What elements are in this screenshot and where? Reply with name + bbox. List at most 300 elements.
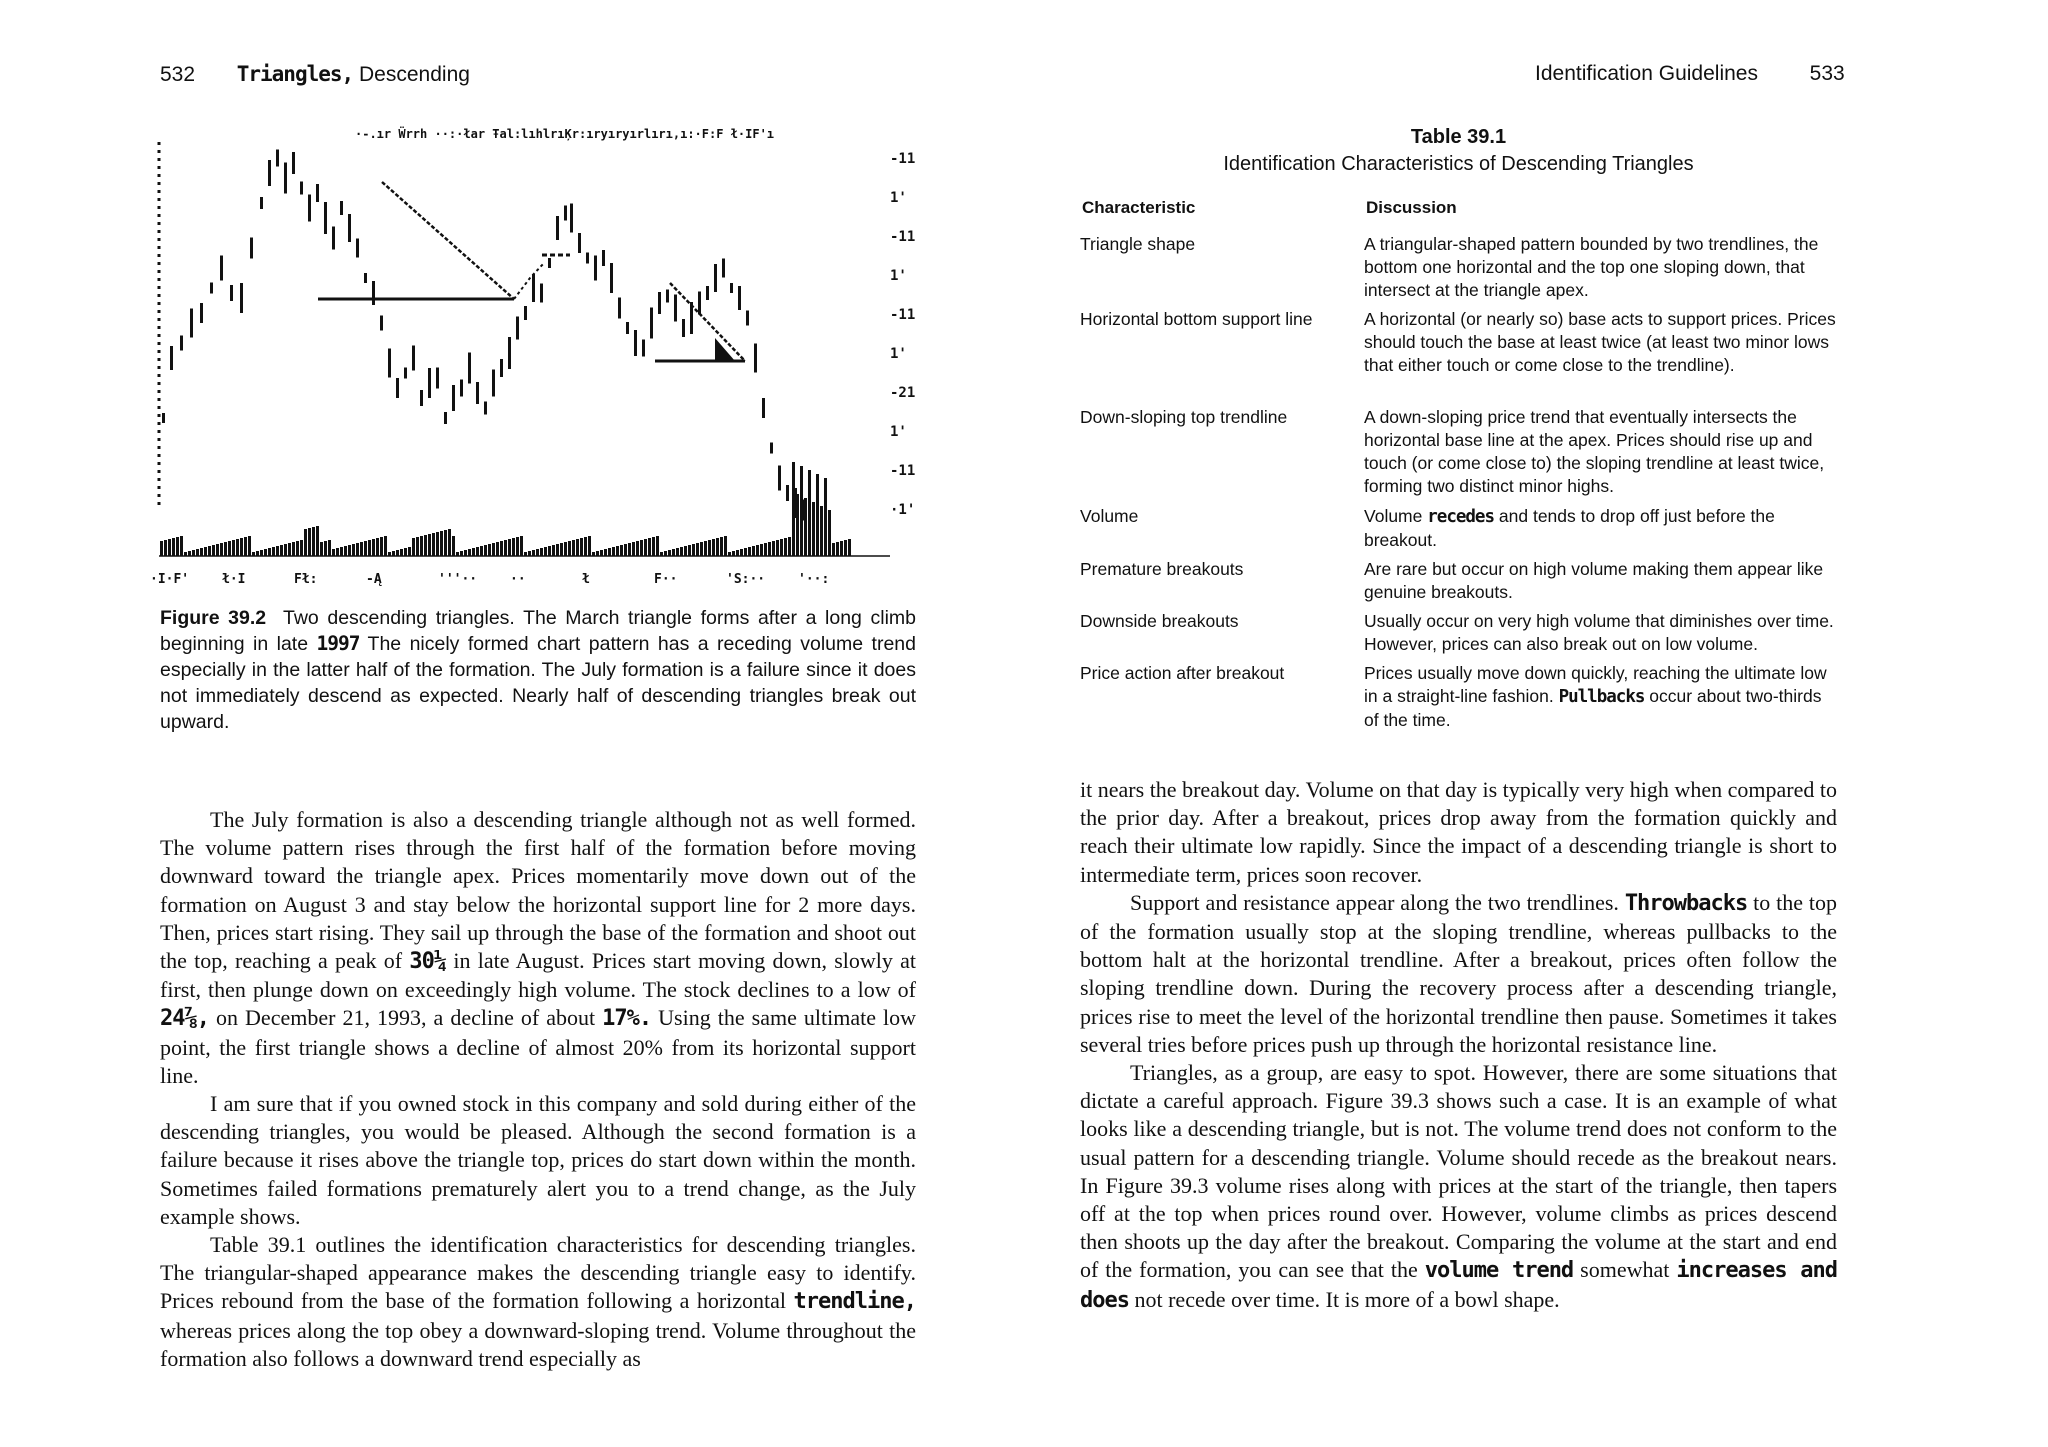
volume-bar [572, 540, 575, 556]
volume-bar [212, 545, 215, 556]
volume-bar [712, 539, 715, 556]
volume-bar [628, 543, 631, 556]
price-bar [602, 250, 605, 266]
price-bar [380, 316, 383, 331]
price-bar [250, 238, 253, 259]
price-bar [190, 309, 193, 338]
volume-bar [436, 532, 439, 556]
volume-bar [724, 536, 727, 556]
row-discussion: A down-sloping price trend that eventually intersects the horizontal base line at the apex. Prices should rise up and touch (or come close to) the sloping trendline at least twice, forming two distinct minor highs. [1364, 407, 1825, 496]
volume-bar [224, 542, 227, 556]
volume-bar [740, 549, 743, 556]
volume-bar [720, 537, 723, 556]
volume-bar [692, 544, 695, 556]
volume-bar [216, 544, 219, 556]
price-bar [340, 201, 343, 215]
volume-bar [844, 540, 847, 556]
left-page-number: 532 [160, 63, 196, 86]
price-bar [610, 263, 613, 293]
volume-bar [488, 544, 491, 556]
volume-bar [388, 552, 391, 556]
volume-bar [240, 538, 243, 556]
price-bar [722, 259, 725, 278]
garbled-peak-price: 30¼ [409, 949, 447, 975]
figure-caption [160, 605, 916, 735]
left-header-garbled-word: Triangles, [236, 62, 354, 86]
volume-bar [728, 552, 731, 556]
volume-bar [176, 537, 179, 556]
volume-bar [696, 543, 699, 556]
volume-bar [760, 544, 763, 556]
price-bar [324, 202, 327, 234]
row-characteristic: Downside breakouts [1080, 611, 1239, 631]
volume-bar [732, 551, 735, 556]
price-bar [650, 308, 653, 339]
right-body-text [1080, 776, 1837, 1315]
right-paragraph-2: Support and resistance appear along the two trendlines. Throwbacks to the top of the formation usually stop at the sloping trendline, whereas pullbacks to the bottom halt at the horizontal trendline. After a breakout, prices often follow the sloping trendline down. During the recovery process after a descending triangle, prices rise to meet the level of the horizontal trendline then pause. Sometimes it takes several tries before prices push up through the horizontal resistance line. [1080, 889, 1837, 1057]
volume-bar [372, 539, 375, 556]
volume-bar [456, 552, 459, 556]
price-bar [180, 336, 183, 351]
price-bar [476, 382, 479, 404]
volume-bar [744, 548, 747, 556]
volume-bar [164, 540, 167, 556]
volume-bar [736, 550, 739, 556]
right-paragraph-1: it nears the breakout day. Volume on that day is typically very high when compared to the prior day. After a breakout, prices drop away from the formation quickly and reach their ultimate low rapidly. Since the impact of a descending triangle is short to intermediate term, prices soon recover. [1080, 777, 1837, 887]
volume-bar [816, 474, 819, 556]
garbled-trendline-word: trendline, [793, 1289, 916, 1315]
volume-bar [432, 533, 435, 556]
x-tick-label: -Ą [366, 572, 382, 587]
price-series [162, 150, 805, 521]
table-col2-header: Discussion [1366, 198, 1457, 217]
price-bar [268, 160, 271, 186]
volume-bar [508, 539, 511, 556]
price-bar [170, 346, 173, 370]
volume-bar [504, 540, 507, 556]
price-bar [618, 298, 621, 319]
price-bar [578, 233, 581, 253]
volume-bar [168, 539, 171, 556]
volume-bar [796, 494, 799, 556]
volume-bar [312, 527, 315, 556]
price-bar [714, 264, 717, 292]
volume-bar [460, 551, 463, 556]
x-tick-label: Fł: [294, 572, 318, 587]
volume-bar [428, 534, 431, 556]
price-bar [460, 380, 463, 397]
left-header-title: Descending [359, 63, 470, 86]
price-bar [356, 239, 359, 258]
volume-bar [300, 540, 303, 556]
volume-bar [548, 546, 551, 556]
left-paragraph-3: Table 39.1 outlines the identification characteristics for descending triangles. The triangular-shaped appearance makes the descending triangle easy to identify. Prices rebound from the base of the formation following a horizontal trendline, whereas prices along the top obey a downward-sloping trend. Volume throughout the formation also follows a downward trend especially as [160, 1232, 916, 1371]
volume-bar [440, 531, 443, 556]
volume-bar [472, 548, 475, 556]
volume-bar [612, 547, 615, 556]
price-bar [162, 413, 165, 423]
volume-bar [496, 542, 499, 556]
row-discussion: Volume recedes and tends to drop off just before the breakout. [1364, 506, 1775, 550]
volume-bar [220, 543, 223, 556]
volume-bar [836, 542, 839, 556]
table-col1-header: Characteristic [1082, 198, 1196, 217]
price-bar [730, 283, 733, 293]
price-bar [220, 256, 223, 281]
volume-bar [588, 536, 591, 556]
volume-bar [228, 541, 231, 556]
y-tick-label: -21 [890, 385, 916, 401]
volume-bar [808, 470, 811, 556]
volume-bar [480, 546, 483, 556]
volume-bar [800, 466, 803, 556]
volume-bar [468, 549, 471, 556]
row-characteristic: Triangle shape [1080, 234, 1196, 254]
right-page-header [1535, 62, 1845, 86]
volume-bar [416, 537, 419, 556]
volume-bar [280, 545, 283, 556]
volume-bar [364, 541, 367, 556]
row-characteristic: Premature breakouts [1080, 559, 1244, 579]
volume-bar [332, 549, 335, 556]
garbled-decline-pct: 17%. [602, 1006, 652, 1032]
volume-bar [276, 546, 279, 556]
y-tick-label: 1' [890, 190, 907, 206]
volume-bar [748, 547, 751, 556]
x-tick-label: ł·I [222, 572, 246, 587]
volume-bar [256, 551, 259, 556]
volume-bar [544, 547, 547, 556]
price-bar [524, 306, 527, 320]
volume-bar [792, 462, 795, 556]
x-axis-tick-labels [150, 572, 829, 587]
volume-bar [700, 542, 703, 556]
volume-bar [524, 552, 527, 556]
volume-bar [604, 549, 607, 556]
x-tick-label: 'S:·· [726, 572, 766, 587]
price-bar [210, 283, 213, 294]
price-bar [674, 295, 677, 322]
volume-bar [272, 547, 275, 556]
volume-bar [268, 548, 271, 556]
y-tick-label: 1' [890, 346, 907, 362]
price-bar [626, 322, 629, 334]
y-tick-label: 1' [890, 268, 907, 284]
price-bar [642, 340, 645, 357]
volume-bar [840, 541, 843, 556]
volume-bar [812, 502, 815, 556]
y-axis-tick-labels [890, 151, 915, 518]
row-characteristic: Volume [1080, 506, 1139, 526]
volume-bar [620, 545, 623, 556]
volume-bar [752, 546, 755, 556]
price-bar [292, 152, 295, 174]
volume-bar [768, 542, 771, 556]
price-bar [308, 195, 311, 222]
row-characteristic: Price action after breakout [1080, 663, 1285, 683]
volume-bar [704, 541, 707, 556]
left-page-header [160, 62, 470, 87]
price-bar [240, 283, 243, 313]
figure-39-2-chart [150, 118, 930, 588]
volume-bar [284, 544, 287, 556]
volume-bar [632, 542, 635, 556]
x-tick-label: ·· [510, 572, 526, 587]
x-tick-label: ·I·F' [150, 572, 190, 587]
volume-bar [532, 550, 535, 556]
x-tick-label: ł [582, 572, 590, 587]
volume-bar [552, 545, 555, 556]
volume-bar [536, 549, 539, 556]
garbled-pullbacks-word: Pullbacks [1558, 687, 1645, 707]
price-bar [762, 398, 765, 418]
y-tick-label: -11 [890, 229, 916, 245]
volume-bar [420, 536, 423, 556]
volume-bar [820, 506, 823, 556]
volume-series [160, 462, 851, 556]
volume-bar [772, 541, 775, 556]
volume-bar [320, 542, 323, 556]
price-bar [396, 378, 399, 398]
volume-bar [512, 538, 515, 556]
volume-bar [476, 547, 479, 556]
volume-bar [340, 547, 343, 556]
volume-bar [804, 498, 807, 556]
volume-bar [184, 552, 187, 556]
volume-bar [360, 542, 363, 556]
volume-bar [232, 540, 235, 556]
volume-bar [668, 550, 671, 556]
price-bar [452, 385, 455, 411]
chart-top-label: ·-.ır Ẅrrh ··:·łar Ŧal:lıhlrıĶr:ıryıryırlırı,ı:·F:F ł·IF'ı [355, 127, 775, 141]
volume-bar [392, 551, 395, 556]
price-bar [492, 370, 495, 397]
volume-bar [484, 545, 487, 556]
y-tick-label: -11 [890, 463, 916, 479]
right-page-number: 533 [1809, 62, 1845, 85]
caption-garbled-year: 1997 [316, 632, 360, 655]
volume-bar [308, 528, 311, 556]
price-bar [444, 412, 447, 424]
row-discussion: Prices usually move down quickly, reaching the ultimate low in a straight-line fashion. Pullbacks occur about two-thirds of the time. [1364, 663, 1827, 730]
volume-bar [452, 536, 455, 556]
volume-bar [776, 540, 779, 556]
volume-bar [160, 541, 163, 556]
volume-bar [400, 549, 403, 556]
volume-bar [756, 545, 759, 556]
volume-bar [196, 549, 199, 556]
volume-bar [684, 546, 687, 556]
left-paragraph-1: The July formation is also a descending triangle although not as well formed. The volume pattern rises through the first half of the formation before moving downward toward the triangle apex. Prices momentarily move down out of the formation on August 3 and stay below the horizontal support line for 2 more days. Then, prices start rising. They sail up through the base of the formation and shoot out the top, reaching a peak of 30¼ in late August. Prices start moving down, slowly at first, then plunge down on exceedingly high volume. The stock declines to a low of 24⅞, on December 21, 1993, a decline of about 17%. Using the same ultimate low point, the first triangle shows a decline of almost 20% from its horizontal support line. [160, 807, 917, 1088]
y-tick-label: -11 [890, 307, 916, 323]
price-bar [570, 204, 573, 233]
price-bar [332, 227, 335, 250]
volume-bar [208, 546, 211, 556]
price-bar [348, 214, 351, 242]
volume-bar [444, 530, 447, 556]
row-characteristic: Down-sloping top trendline [1080, 407, 1288, 427]
volume-bar [828, 510, 831, 556]
price-bar [540, 284, 543, 303]
volume-bar [356, 543, 359, 556]
volume-bar [780, 539, 783, 556]
right-paragraph-3: Triangles, as a group, are easy to spot. However, there are some situations that dictate a careful approach. Figure 39.3 shows such a case. It is an example of what looks like a descending triangle, but is not. The volume trend does not conform to the usual pattern for a descending triangle. Volume should recede as the breakout nears. In Figure 39.3 volume rises along with prices at the start of the triangle, then tapers off at the top when prices round over. However, volume climbs as prices descend then shoots up the day after the breakout. Comparing the volume at the start and end of the formation, you can see that the volume trend somewhat increases and does not recede over time. It is more of a bowl shape. [1080, 1060, 1838, 1313]
volume-bar [292, 542, 295, 556]
figure-label: Figure 39.2 [160, 607, 267, 629]
volume-bar [540, 548, 543, 556]
volume-bar [716, 538, 719, 556]
price-bar [738, 286, 741, 310]
volume-bar [380, 537, 383, 556]
left-body-text [160, 806, 916, 1373]
volume-bar [764, 543, 767, 556]
caption-text-1: Two descending triangles. The March triangle forms after a long climb beginning in late [160, 607, 916, 655]
price-bar [300, 182, 303, 195]
volume-bar [412, 538, 415, 556]
volume-bar [344, 546, 347, 556]
volume-bar [824, 478, 827, 556]
price-bar [372, 281, 375, 305]
garbled-low-price: 24⅞, [160, 1006, 209, 1032]
price-bar [786, 485, 789, 501]
volume-bar [516, 537, 519, 556]
volume-bar [260, 550, 263, 556]
price-bar [634, 330, 637, 356]
volume-bar [708, 540, 711, 556]
volume-bar [244, 537, 247, 556]
row-discussion: Are rare but occur on high volume making them appear like genuine breakouts. [1364, 559, 1824, 602]
price-bar [428, 368, 431, 398]
garbled-recedes-word: recedes [1427, 507, 1495, 527]
price-bar [658, 292, 661, 314]
price-bar [388, 349, 391, 378]
price-bar [284, 163, 287, 194]
row-characteristic: Horizontal bottom support line [1080, 309, 1313, 329]
volume-bar [500, 541, 503, 556]
price-bar [586, 253, 589, 264]
right-header-title: Identification Guidelines [1535, 62, 1758, 85]
garbled-volume-trend: volume trend [1424, 1258, 1574, 1284]
price-bar [230, 285, 233, 301]
price-bar [484, 402, 487, 415]
price-bar [436, 368, 439, 389]
caption-text-2: The nicely formed chart pattern has a receding volume trend especially in the latter half of the formation. The July formation is a failure since it does not immediately descend as expected. Nearly half of descending triangles break out upward. [160, 633, 916, 733]
volume-bar [172, 538, 175, 556]
volume-bar [200, 548, 203, 556]
volume-bar [596, 551, 599, 556]
volume-bar [396, 550, 399, 556]
price-bar [516, 317, 519, 340]
volume-bar [784, 538, 787, 556]
price-bar [316, 184, 319, 202]
volume-bar [264, 549, 267, 556]
price-bar [556, 216, 559, 240]
volume-bar [520, 536, 523, 556]
volume-bar [252, 552, 255, 556]
price-bar [260, 197, 263, 209]
y-tick-label: ·1' [890, 502, 916, 518]
volume-bar [676, 548, 679, 556]
volume-bar [564, 542, 567, 556]
price-bar [364, 273, 367, 283]
volume-bar [580, 538, 583, 556]
volume-bar [348, 545, 351, 556]
price-bar [508, 337, 511, 369]
price-bar [468, 353, 471, 384]
volume-bar [680, 547, 683, 556]
volume-bar [664, 551, 667, 556]
volume-bar [648, 538, 651, 556]
volume-bar [368, 540, 371, 556]
volume-bar [352, 544, 355, 556]
volume-bar [464, 550, 467, 556]
volume-bar [660, 552, 663, 556]
volume-bar [584, 537, 587, 556]
volume-bar [652, 537, 655, 556]
table-number: Table 39.1 [1410, 126, 1507, 148]
y-tick-label: 1' [890, 424, 907, 440]
price-bar [666, 290, 669, 303]
volume-bar [180, 536, 183, 556]
volume-bar [600, 550, 603, 556]
volume-bar [688, 545, 691, 556]
volume-bar [608, 548, 611, 556]
volume-bar [556, 544, 559, 556]
price-bar [404, 368, 407, 379]
volume-bar [592, 552, 595, 556]
volume-bar [624, 544, 627, 556]
volume-bar [448, 529, 451, 556]
volume-bar [336, 548, 339, 556]
volume-bar [568, 541, 571, 556]
volume-bar [328, 540, 331, 556]
row-discussion: Usually occur on very high volume that diminishes over time. However, prices can also break out on low volume. [1364, 611, 1834, 654]
price-bar [276, 150, 279, 167]
garbled-throwbacks-word: Throwbacks [1624, 890, 1748, 916]
volume-bar [236, 539, 239, 556]
price-bar [500, 359, 503, 377]
volume-bar [376, 538, 379, 556]
price-bar [770, 443, 773, 454]
volume-bar [404, 548, 407, 556]
price-bar [682, 319, 685, 337]
volume-bar [636, 541, 639, 556]
x-tick-label: '''·· [438, 572, 478, 587]
volume-bar [640, 540, 643, 556]
volume-bar [408, 547, 411, 556]
row-discussion: A horizontal (or nearly so) base acts to support prices. Prices should touch the base at least twice (at least two minor lows that either touch or come close to the trendline). [1364, 309, 1836, 375]
volume-bar [616, 546, 619, 556]
volume-bar [656, 536, 659, 556]
volume-bar [316, 526, 319, 556]
price-bar [754, 344, 757, 373]
volume-bar [848, 539, 851, 556]
volume-bar [424, 535, 427, 556]
volume-bar [576, 539, 579, 556]
y-tick-label: -11 [890, 151, 916, 167]
price-bar [420, 390, 423, 406]
volume-bar [204, 547, 207, 556]
volume-bar [384, 536, 387, 556]
volume-bar [492, 543, 495, 556]
volume-bar [324, 541, 327, 556]
volume-bar [188, 551, 191, 556]
x-tick-label: '··: [798, 572, 830, 587]
volume-bar [832, 543, 835, 556]
volume-bar [672, 549, 675, 556]
volume-bar [288, 543, 291, 556]
price-bar [706, 286, 709, 300]
